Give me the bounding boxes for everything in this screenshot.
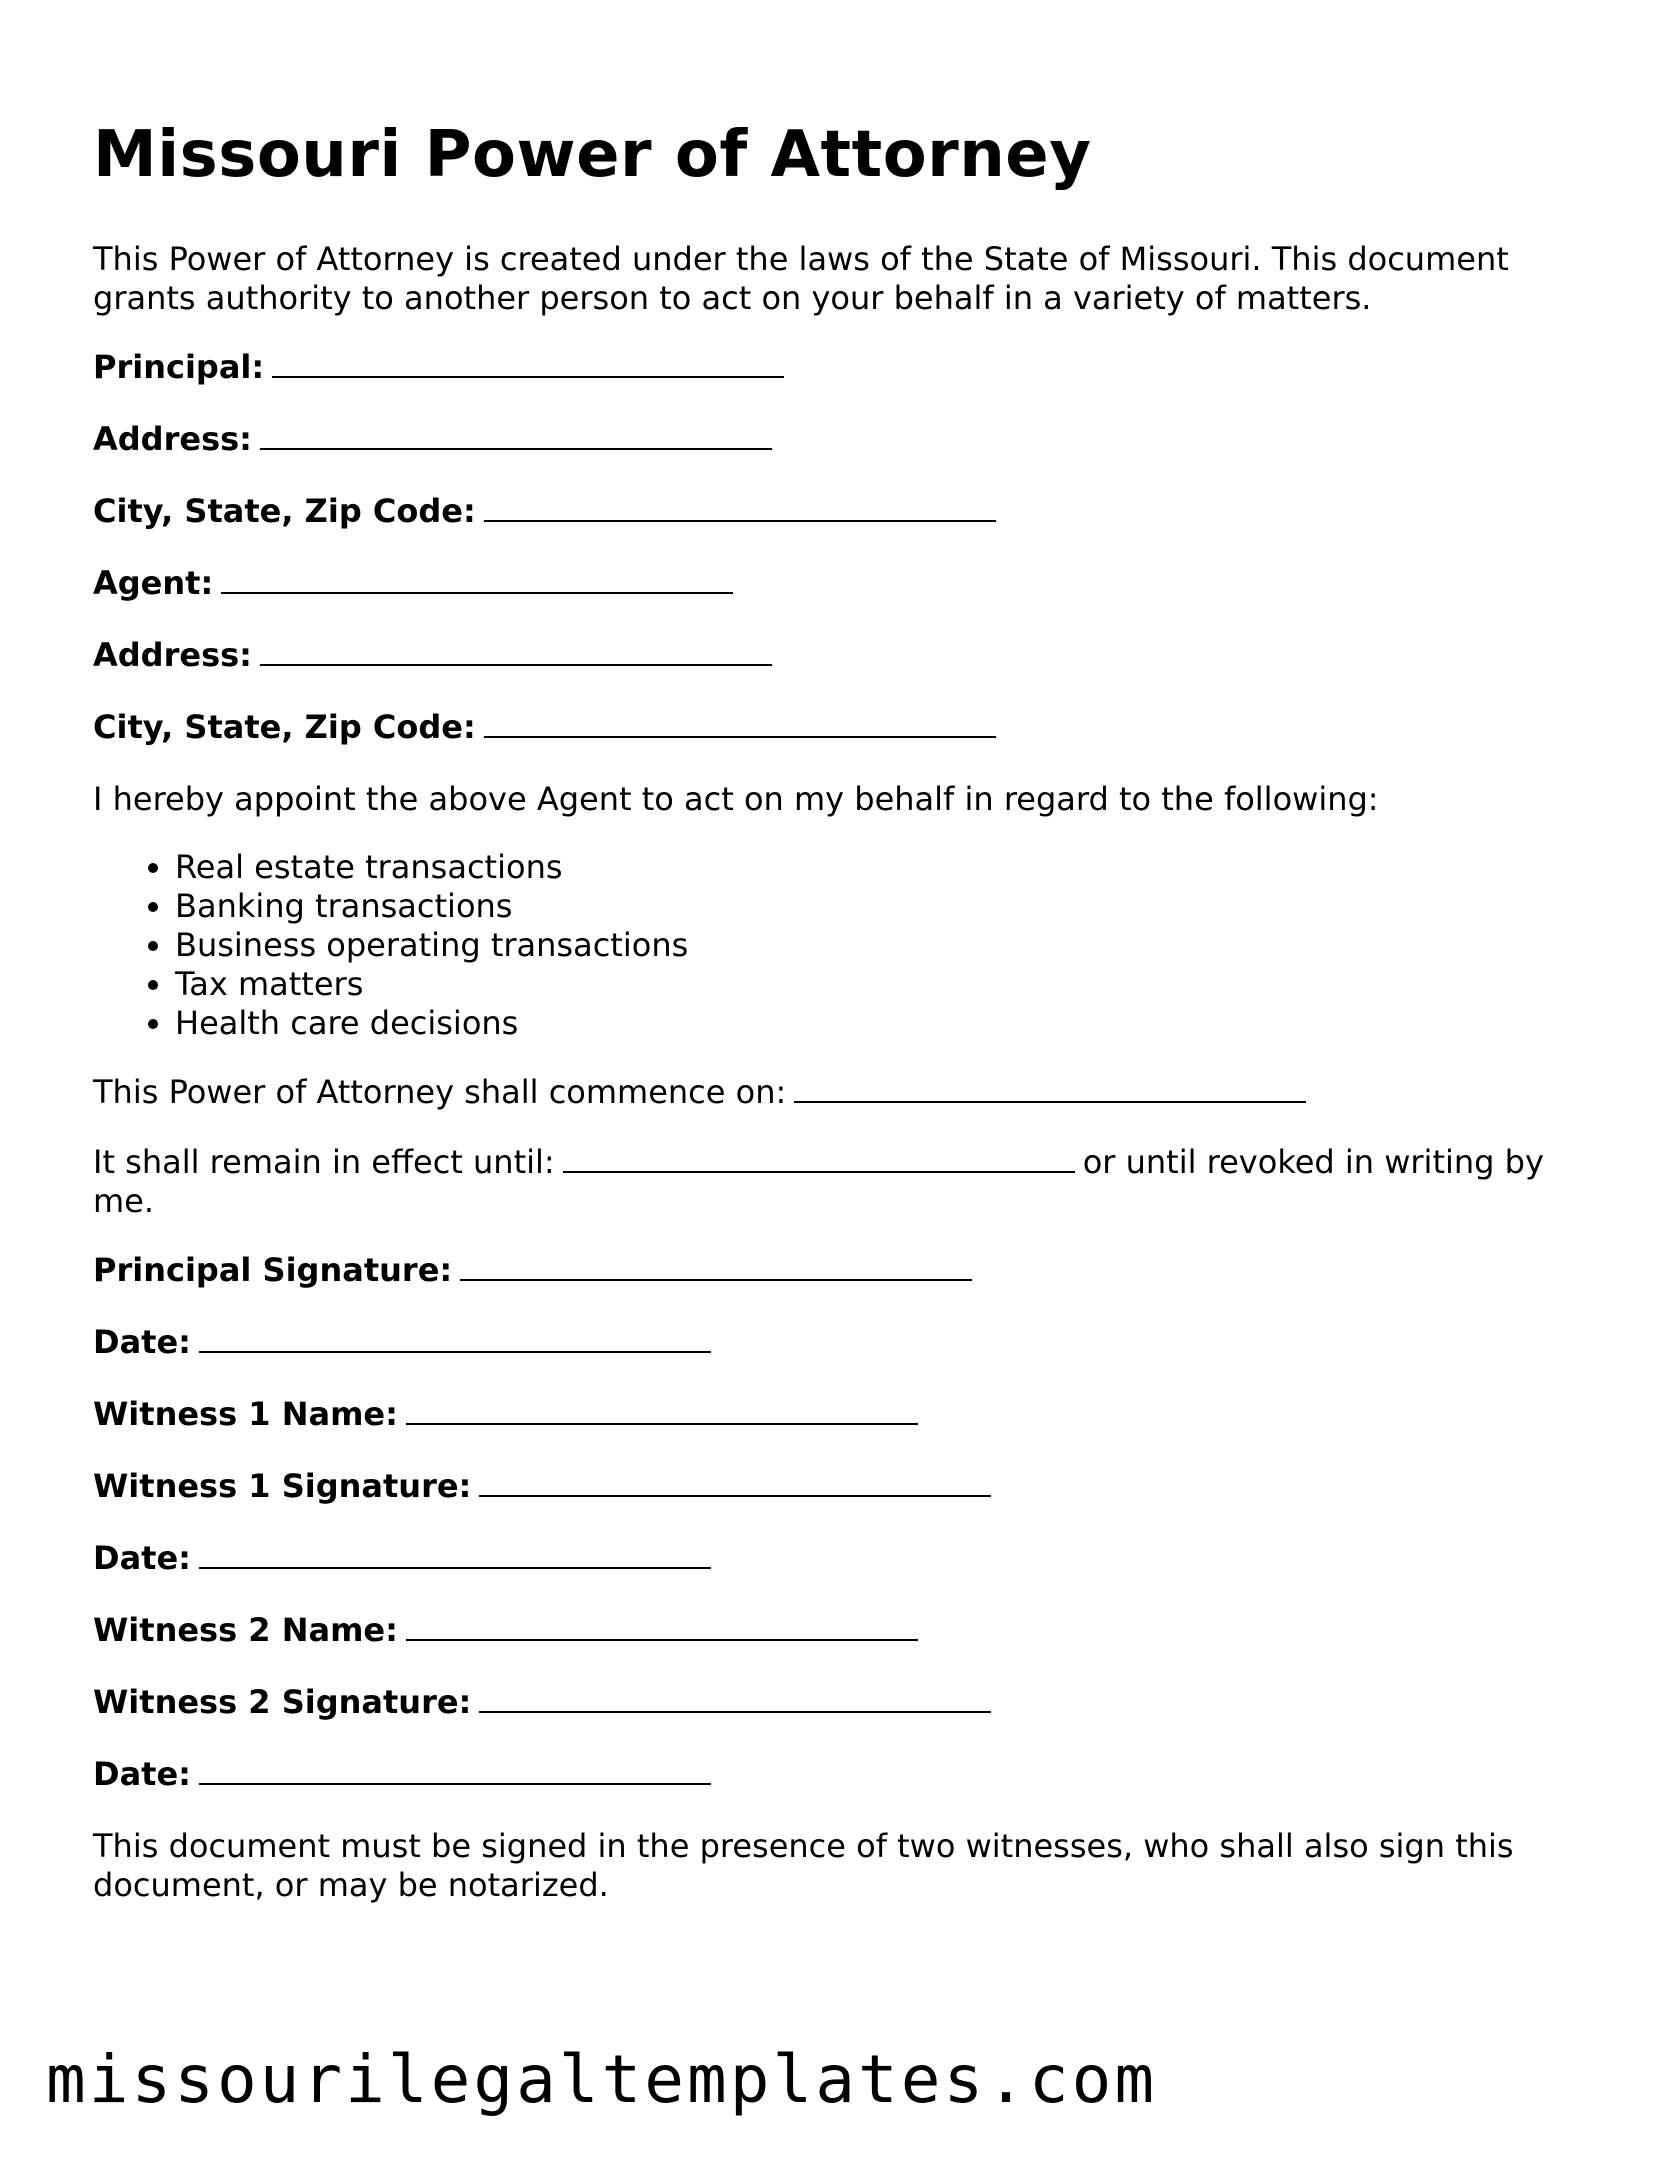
watermark-text: missourilegaltemplates.com <box>46 2041 1158 2118</box>
list-item: • Banking transactions <box>175 887 1593 926</box>
field-label: Witness 1 Signature: <box>93 1467 472 1505</box>
principal-address-field[interactable] <box>93 416 1593 462</box>
fill-in-blank[interactable] <box>484 490 996 522</box>
witness-2-date-field[interactable] <box>93 1751 1593 1797</box>
field-label: Date: <box>93 1323 191 1361</box>
field-label: Address: <box>93 420 252 458</box>
fill-in-blank[interactable] <box>199 1537 711 1569</box>
document-title: Missouri Power of Attorney <box>93 118 1092 192</box>
principal-date-field[interactable] <box>93 1319 1593 1365</box>
closing-note: This document must be signed in the presence of two witnesses, who shall also sign this document, or may be notarized. <box>93 1827 1514 1904</box>
list-item: • Tax matters <box>175 965 1593 1004</box>
witness-1-name-field[interactable] <box>93 1391 1593 1437</box>
list-item: • Business operating transactions <box>175 926 1593 965</box>
fill-in-blank[interactable] <box>484 706 996 738</box>
principal-city-state-zip-field[interactable] <box>93 488 1593 534</box>
fill-in-blank[interactable] <box>406 1393 918 1425</box>
appointment-statement: I hereby appoint the above Agent to act on my behalf in regard to the following: <box>93 780 1379 818</box>
field-label: Agent: <box>93 564 214 602</box>
witness-1-signature-field[interactable] <box>93 1463 1593 1509</box>
field-label: Witness 2 Signature: <box>93 1683 472 1721</box>
principal-signature-field[interactable] <box>93 1247 1593 1293</box>
agent-address-field[interactable] <box>93 632 1593 678</box>
field-label: City, State, Zip Code: <box>93 492 476 530</box>
field-label: City, State, Zip Code: <box>93 708 476 746</box>
principal-name-field[interactable] <box>93 344 1593 390</box>
fill-in-blank[interactable] <box>272 346 784 378</box>
fill-in-blank[interactable] <box>260 634 772 666</box>
fill-in-blank[interactable] <box>479 1681 991 1713</box>
field-label: Witness 2 Name: <box>93 1611 398 1649</box>
field-label: Address: <box>93 636 252 674</box>
effect-label: It shall remain in effect until: <box>93 1143 555 1181</box>
agent-city-state-zip-field[interactable] <box>93 704 1593 750</box>
fill-in-blank[interactable] <box>221 562 733 594</box>
fill-in-blank[interactable] <box>260 418 772 450</box>
list-item: • Health care decisions <box>175 1004 1593 1043</box>
commence-label: This Power of Attorney shall commence on: <box>93 1073 787 1111</box>
field-label: Principal Signature: <box>93 1251 453 1289</box>
commence-date-field[interactable] <box>93 1069 1593 1115</box>
powers-list <box>93 848 1593 1043</box>
field-label: Witness 1 Name: <box>93 1395 398 1433</box>
field-label: Date: <box>93 1539 191 1577</box>
fill-in-blank[interactable] <box>479 1465 991 1497</box>
fill-in-blank[interactable] <box>199 1321 711 1353</box>
document-page <box>93 110 1593 1905</box>
witness-1-date-field[interactable] <box>93 1535 1593 1581</box>
effect-suffix: or until revoked in writing by me. <box>93 1143 1544 1220</box>
field-label: Principal: <box>93 348 265 386</box>
fill-in-blank[interactable] <box>794 1071 1306 1103</box>
witness-2-signature-field[interactable] <box>93 1679 1593 1725</box>
fill-in-blank[interactable] <box>460 1249 972 1281</box>
field-label: Date: <box>93 1755 191 1793</box>
fill-in-blank[interactable] <box>406 1609 918 1641</box>
effect-duration-statement <box>93 1141 1593 1221</box>
list-item: • Real estate transactions <box>175 848 1593 887</box>
fill-in-blank[interactable] <box>563 1141 1075 1173</box>
agent-name-field[interactable] <box>93 560 1593 606</box>
intro-paragraph: This Power of Attorney is created under the laws of the State of Missouri. This document grants authority to another person to act on your behalf in a variety of matters. <box>93 240 1509 317</box>
fill-in-blank[interactable] <box>199 1753 711 1785</box>
witness-2-name-field[interactable] <box>93 1607 1593 1653</box>
